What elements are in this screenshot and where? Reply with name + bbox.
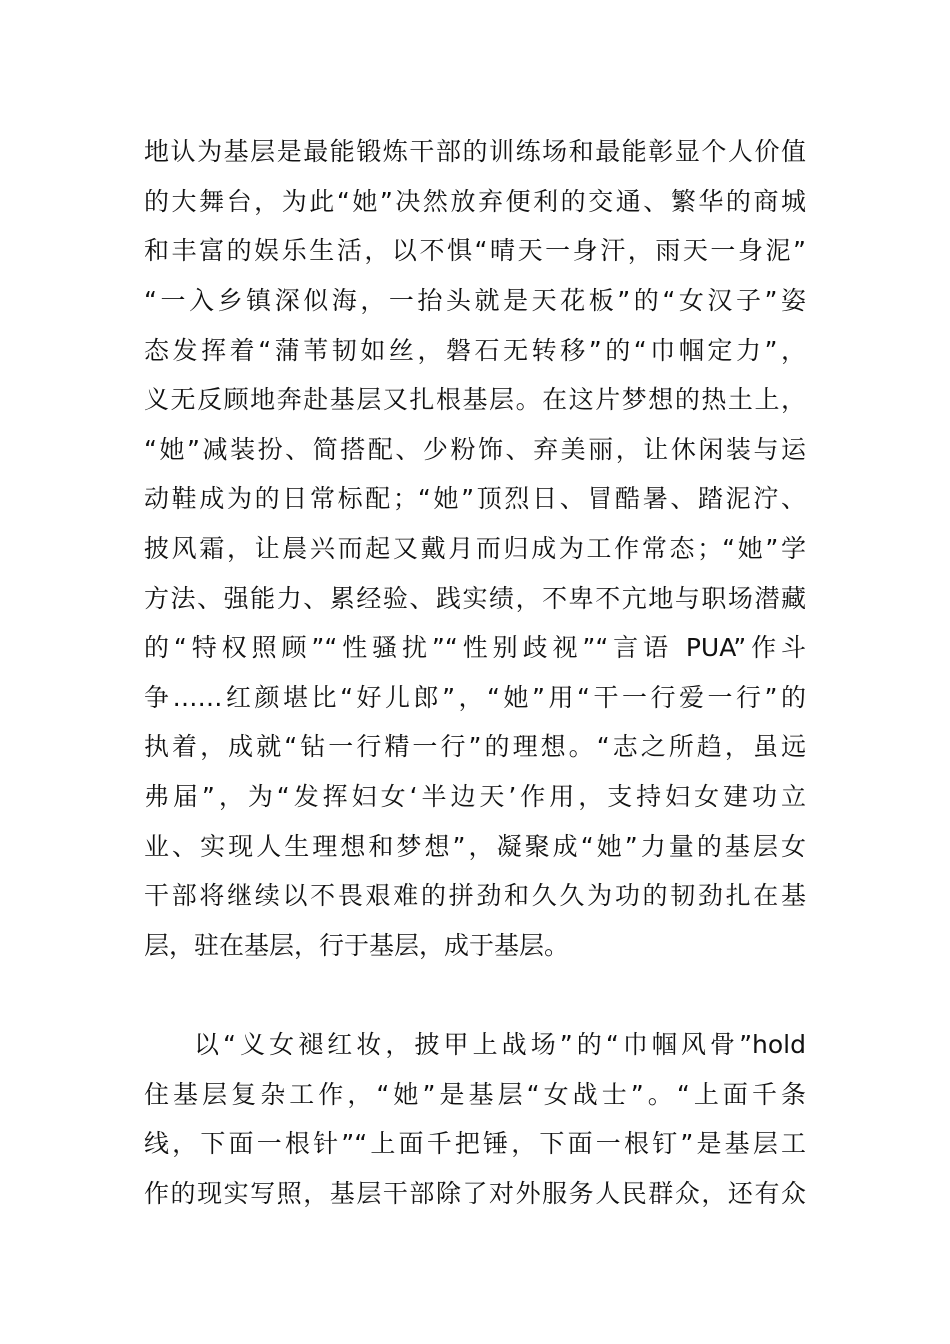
text-line: “一入乡镇深似海，一抬头就是天花板”的“女汉子”姿 bbox=[144, 286, 806, 315]
text-line: “她”减装扮、简搭配、少粉饰、弃美丽，让休闲装与运 bbox=[144, 435, 806, 464]
text-line: 业、实现人生理想和梦想”，凝聚成“她”力量的基层女 bbox=[144, 832, 806, 861]
text-line: 执着，成就“钻一行精一行”的理想。“志之所趋，虽远 bbox=[144, 732, 806, 761]
text-line: 的“特权照顾”“性骚扰”“性别歧视”“言语 PUA”作斗 bbox=[144, 633, 806, 662]
text-line: 方法、强能力、累经验、践实绩，不卑不亢地与职场潜藏 bbox=[144, 584, 806, 613]
text-line: 披风霜，让晨兴而起又戴月而归成为工作常态；“她”学 bbox=[144, 534, 806, 563]
text-line: 作的现实写照，基层干部除了对外服务人民群众，还有众 bbox=[144, 1179, 806, 1208]
text-line: 动鞋成为的日常标配；“她”顶烈日、冒酷暑、踏泥泞、 bbox=[144, 484, 806, 513]
text-line: 和丰富的娱乐生活，以不惧“晴天一身汗，雨天一身泥” bbox=[144, 236, 806, 265]
text-line: 线，下面一根针”“上面千把锤，下面一根钉”是基层工 bbox=[144, 1129, 806, 1158]
text-line: 层，驻在基层，行于基层，成于基层。 bbox=[144, 931, 570, 960]
text-line: 态发挥着“蒲苇韧如丝，磐石无转移”的“巾帼定力”， bbox=[144, 336, 806, 365]
text-line: 的大舞台，为此“她”决然放弃便利的交通、繁华的商城 bbox=[144, 187, 806, 216]
text-line: 住基层复杂工作，“她”是基层“女战士”。“上面千条 bbox=[144, 1080, 806, 1109]
text-line: 地认为基层是最能锻炼干部的训练场和最能彰显个人价值 bbox=[144, 137, 806, 166]
text-line: 弗届”，为“发挥妇女‘半边天’作用，支持妇女建功立 bbox=[144, 782, 806, 811]
text-line: 以“义女褪红妆，披甲上战场”的“巾帼风骨”hold bbox=[194, 1030, 806, 1059]
text-line: 干部将继续以不畏艰难的拼劲和久久为功的韧劲扎在基 bbox=[144, 881, 806, 910]
text-line: 争……红颜堪比“好儿郎”，“她”用“干一行爱一行”的 bbox=[144, 683, 806, 712]
text-line: 义无反顾地奔赴基层又扎根基层。在这片梦想的热土上， bbox=[144, 385, 806, 414]
